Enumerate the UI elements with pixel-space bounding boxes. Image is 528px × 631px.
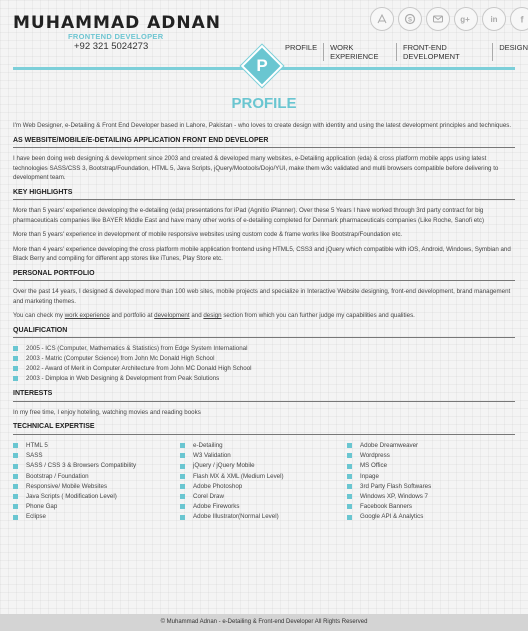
skill-text: Google API & Analytics <box>360 513 424 521</box>
qualification-text: 2002 - Award of Merit in Computer Architecture from John MC Donald High School <box>26 364 252 372</box>
list-item <box>347 492 514 502</box>
skill-text: SASS <box>26 452 43 460</box>
list-item <box>347 441 514 451</box>
bullet-icon <box>180 474 185 479</box>
phone-number: +92 321 5024273 <box>74 41 149 52</box>
skill-text: 3rd Party Flash Softwares <box>360 482 432 490</box>
list-item <box>13 461 180 471</box>
bullet-icon <box>180 453 185 458</box>
list-item <box>180 512 347 522</box>
skill-text: Flash MX & XML (Medium Level) <box>193 472 284 480</box>
google-plus-icon[interactable] <box>454 7 478 31</box>
email-icon[interactable] <box>426 7 450 31</box>
facebook-icon[interactable] <box>510 7 528 31</box>
svg-text:f: f <box>520 14 524 25</box>
highlight-3: More than 4 years' experience developing the cross platform mobile application frontend using HTML5, CSS3 and jQuery which compatible with iOS, Android, Windows, Symbian and Black Berry and compiling for different app stores like iTunes, Play Store etc. <box>13 245 511 262</box>
bullet-icon <box>347 464 352 469</box>
list-item <box>180 451 347 461</box>
skill-text: Wordpress <box>360 452 390 460</box>
bullet-icon <box>347 494 352 499</box>
portfolio-text: Over the past 14 years, I designed & developed more than 100 web sites, mobile projects and specialize in Interactive Website designing, front-end development, brand management and marketing themes. <box>13 288 511 305</box>
svg-text:S: S <box>407 17 413 24</box>
bullet-icon <box>13 474 18 479</box>
skill-text: Corel Draw <box>193 492 224 500</box>
highlight-1: More than 5 years' experience developing the e-detailing (eda) presentations for iPad (Agnitio iPlanner). Over these 5 Years I have worked through 3rd party contract for big pharmaceuticals companies like BAYER Middle East and have many other works of e-detailing completed for Denmark pharmaceuticals companies (Like Roche, Sanofi etc) <box>13 207 485 224</box>
list-item <box>180 481 347 491</box>
expertise-column-3 <box>347 441 514 523</box>
bullet-icon <box>180 443 185 448</box>
development-link[interactable]: development <box>154 312 190 319</box>
social-icons <box>370 7 528 31</box>
bullet-icon <box>180 504 185 509</box>
skill-text: Adobe Fireworks <box>193 503 240 511</box>
skill-text: Adobe Illustrator(Normal Level) <box>193 513 279 521</box>
list-item <box>13 502 180 512</box>
expertise-heading: TECHNICAL EXPERTISE <box>13 422 515 435</box>
site-name: MUHAMMAD ADNAN <box>13 13 222 33</box>
list-item <box>347 502 514 512</box>
bullet-icon <box>347 504 352 509</box>
skill-text: Responsive/ Mobile Websites <box>26 482 108 490</box>
list-item <box>13 344 515 354</box>
expertise-column-1 <box>13 441 180 523</box>
skill-text: Windows XP, Windows 7 <box>360 492 428 500</box>
list-item <box>180 471 347 481</box>
footer: © Muhammad Adnan - e-Detailing & Front-end Developer All Rights Reserved <box>0 614 528 631</box>
list-item <box>180 461 347 471</box>
qualification-text: 2003 - Dimploa in Web Designing & Development from Peak Solutions <box>26 374 220 382</box>
acrobat-icon[interactable] <box>370 7 394 31</box>
list-item <box>347 481 514 491</box>
list-item <box>13 492 180 502</box>
bullet-icon <box>180 464 185 469</box>
list-item <box>180 441 347 451</box>
skill-text: MS Office <box>360 462 388 470</box>
highlight-2: More than 5 years' experience in development of mobile responsive websites using custom code & frame works like Bootstrap/Foundation etc. <box>13 231 403 238</box>
profile-content <box>13 121 515 522</box>
bullet-icon <box>13 346 18 351</box>
design-link[interactable]: design <box>203 312 222 319</box>
nav-profile[interactable]: PROFILE <box>285 43 324 61</box>
bullet-icon <box>13 443 18 448</box>
skill-text: SASS / CSS 3 & Browsers Compatibility <box>26 462 137 470</box>
bullet-icon <box>180 484 185 489</box>
qualification-text: 2003 - Matric (Computer Science) from John Mc Donald High School <box>26 354 215 362</box>
list-item <box>13 451 180 461</box>
bullet-icon <box>13 504 18 509</box>
app-text: I have been doing web designing & development since 2003 and created & developed many websites, e-Detailing application (eda) & cross platform mobile apps using latest technologies SASS/CSS 3, Bootstrap/Foundation, HTML 5, Java Scripts, jQuery/Mootools/Dojo/YUI, make them w3c validated and multi browsers compatible before delivering to development team. <box>13 155 499 181</box>
list-item <box>13 364 515 374</box>
list-item <box>13 471 180 481</box>
bullet-icon <box>347 443 352 448</box>
interests-heading: INTERESTS <box>13 389 515 402</box>
portfolio-text-2: and portfolio at <box>109 312 155 319</box>
interests-text: In my free time, I enjoy hoteling, watching movies and reading books <box>13 408 201 416</box>
list-item <box>180 492 347 502</box>
skill-text: jQuery / jQuery Mobile <box>193 462 255 470</box>
list-item <box>347 461 514 471</box>
skill-text: HTML 5 <box>26 442 48 450</box>
qualification-list <box>13 344 515 383</box>
skill-text: Facebook Banners <box>360 503 412 511</box>
list-item <box>347 512 514 522</box>
skill-text: e-Detailing <box>193 442 223 450</box>
bullet-icon <box>347 474 352 479</box>
portfolio-text-4: section from which you can further judge my capabilities and qualities. <box>221 312 415 319</box>
nav-front-end-development[interactable]: FRONT-END DEVELOPMENT <box>397 43 493 61</box>
work-experience-link[interactable]: work experience <box>64 312 110 319</box>
expertise-column-2 <box>180 441 347 523</box>
linkedin-icon[interactable] <box>482 7 506 31</box>
bullet-icon <box>13 515 18 520</box>
skill-text: Adobe Photoshop <box>193 482 243 490</box>
intro-text: I'm Web Designer, e-Detailing & Front End Developer based in Lahore, Pakistan - who loves to create design with identity and using the latest development principles and techniques. <box>13 122 512 129</box>
list-item <box>13 441 180 451</box>
skill-text: W3 Validation <box>193 452 231 460</box>
portfolio-links <box>13 311 515 321</box>
bullet-icon <box>13 356 18 361</box>
list-item <box>180 502 347 512</box>
portfolio-heading: PERSONAL PORTFOLIO <box>13 269 515 282</box>
skill-text: Eclipse <box>26 513 46 521</box>
list-item <box>13 354 515 364</box>
nav-work-experience[interactable]: WORK EXPERIENCE <box>324 43 397 61</box>
list-item <box>347 471 514 481</box>
list-item <box>13 373 515 383</box>
bullet-icon <box>13 494 18 499</box>
expertise-grid <box>13 441 515 523</box>
list-item <box>347 451 514 461</box>
app-heading: AS WEBSITE/MOBILE/E-DETAILING APPLICATION FRONT END DEVELOPER <box>13 136 515 149</box>
portfolio-text-3: and <box>189 312 204 319</box>
main-nav <box>285 43 528 61</box>
skill-text: Inpage <box>360 472 379 480</box>
skype-icon[interactable] <box>398 7 422 31</box>
skill-text: Bootstrap / Foundation <box>26 472 89 480</box>
site-role: FRONTEND DEVELOPER <box>68 32 164 41</box>
portfolio-text-1: You can check my <box>13 312 65 319</box>
qualification-heading: QUALIFICATION <box>13 326 515 339</box>
bullet-icon <box>13 464 18 469</box>
bullet-icon <box>180 515 185 520</box>
bullet-icon <box>13 453 18 458</box>
qualification-text: 2005 - ICS (Computer, Mathematics & Statistics) from Edge System International <box>26 345 248 353</box>
list-item <box>13 481 180 491</box>
nav-design[interactable]: DESIGN <box>499 43 528 52</box>
page-title: PROFILE <box>231 95 297 112</box>
svg-text:g+: g+ <box>460 15 470 24</box>
bullet-icon <box>347 515 352 520</box>
skill-text: Phone Gap <box>26 503 58 511</box>
skill-text: Java Scripts ( Modification Level) <box>26 492 117 500</box>
svg-text:in: in <box>490 15 498 24</box>
bullet-icon <box>347 484 352 489</box>
list-item <box>13 512 180 522</box>
bullet-icon <box>347 453 352 458</box>
bullet-icon <box>180 494 185 499</box>
bullet-icon <box>13 376 18 381</box>
section-badge-letter: P <box>256 56 268 75</box>
skill-text: Adobe Dreamweaver <box>360 442 419 450</box>
highlights-heading: KEY HIGHLIGHTS <box>13 188 515 201</box>
bullet-icon <box>13 484 18 489</box>
bullet-icon <box>13 366 18 371</box>
